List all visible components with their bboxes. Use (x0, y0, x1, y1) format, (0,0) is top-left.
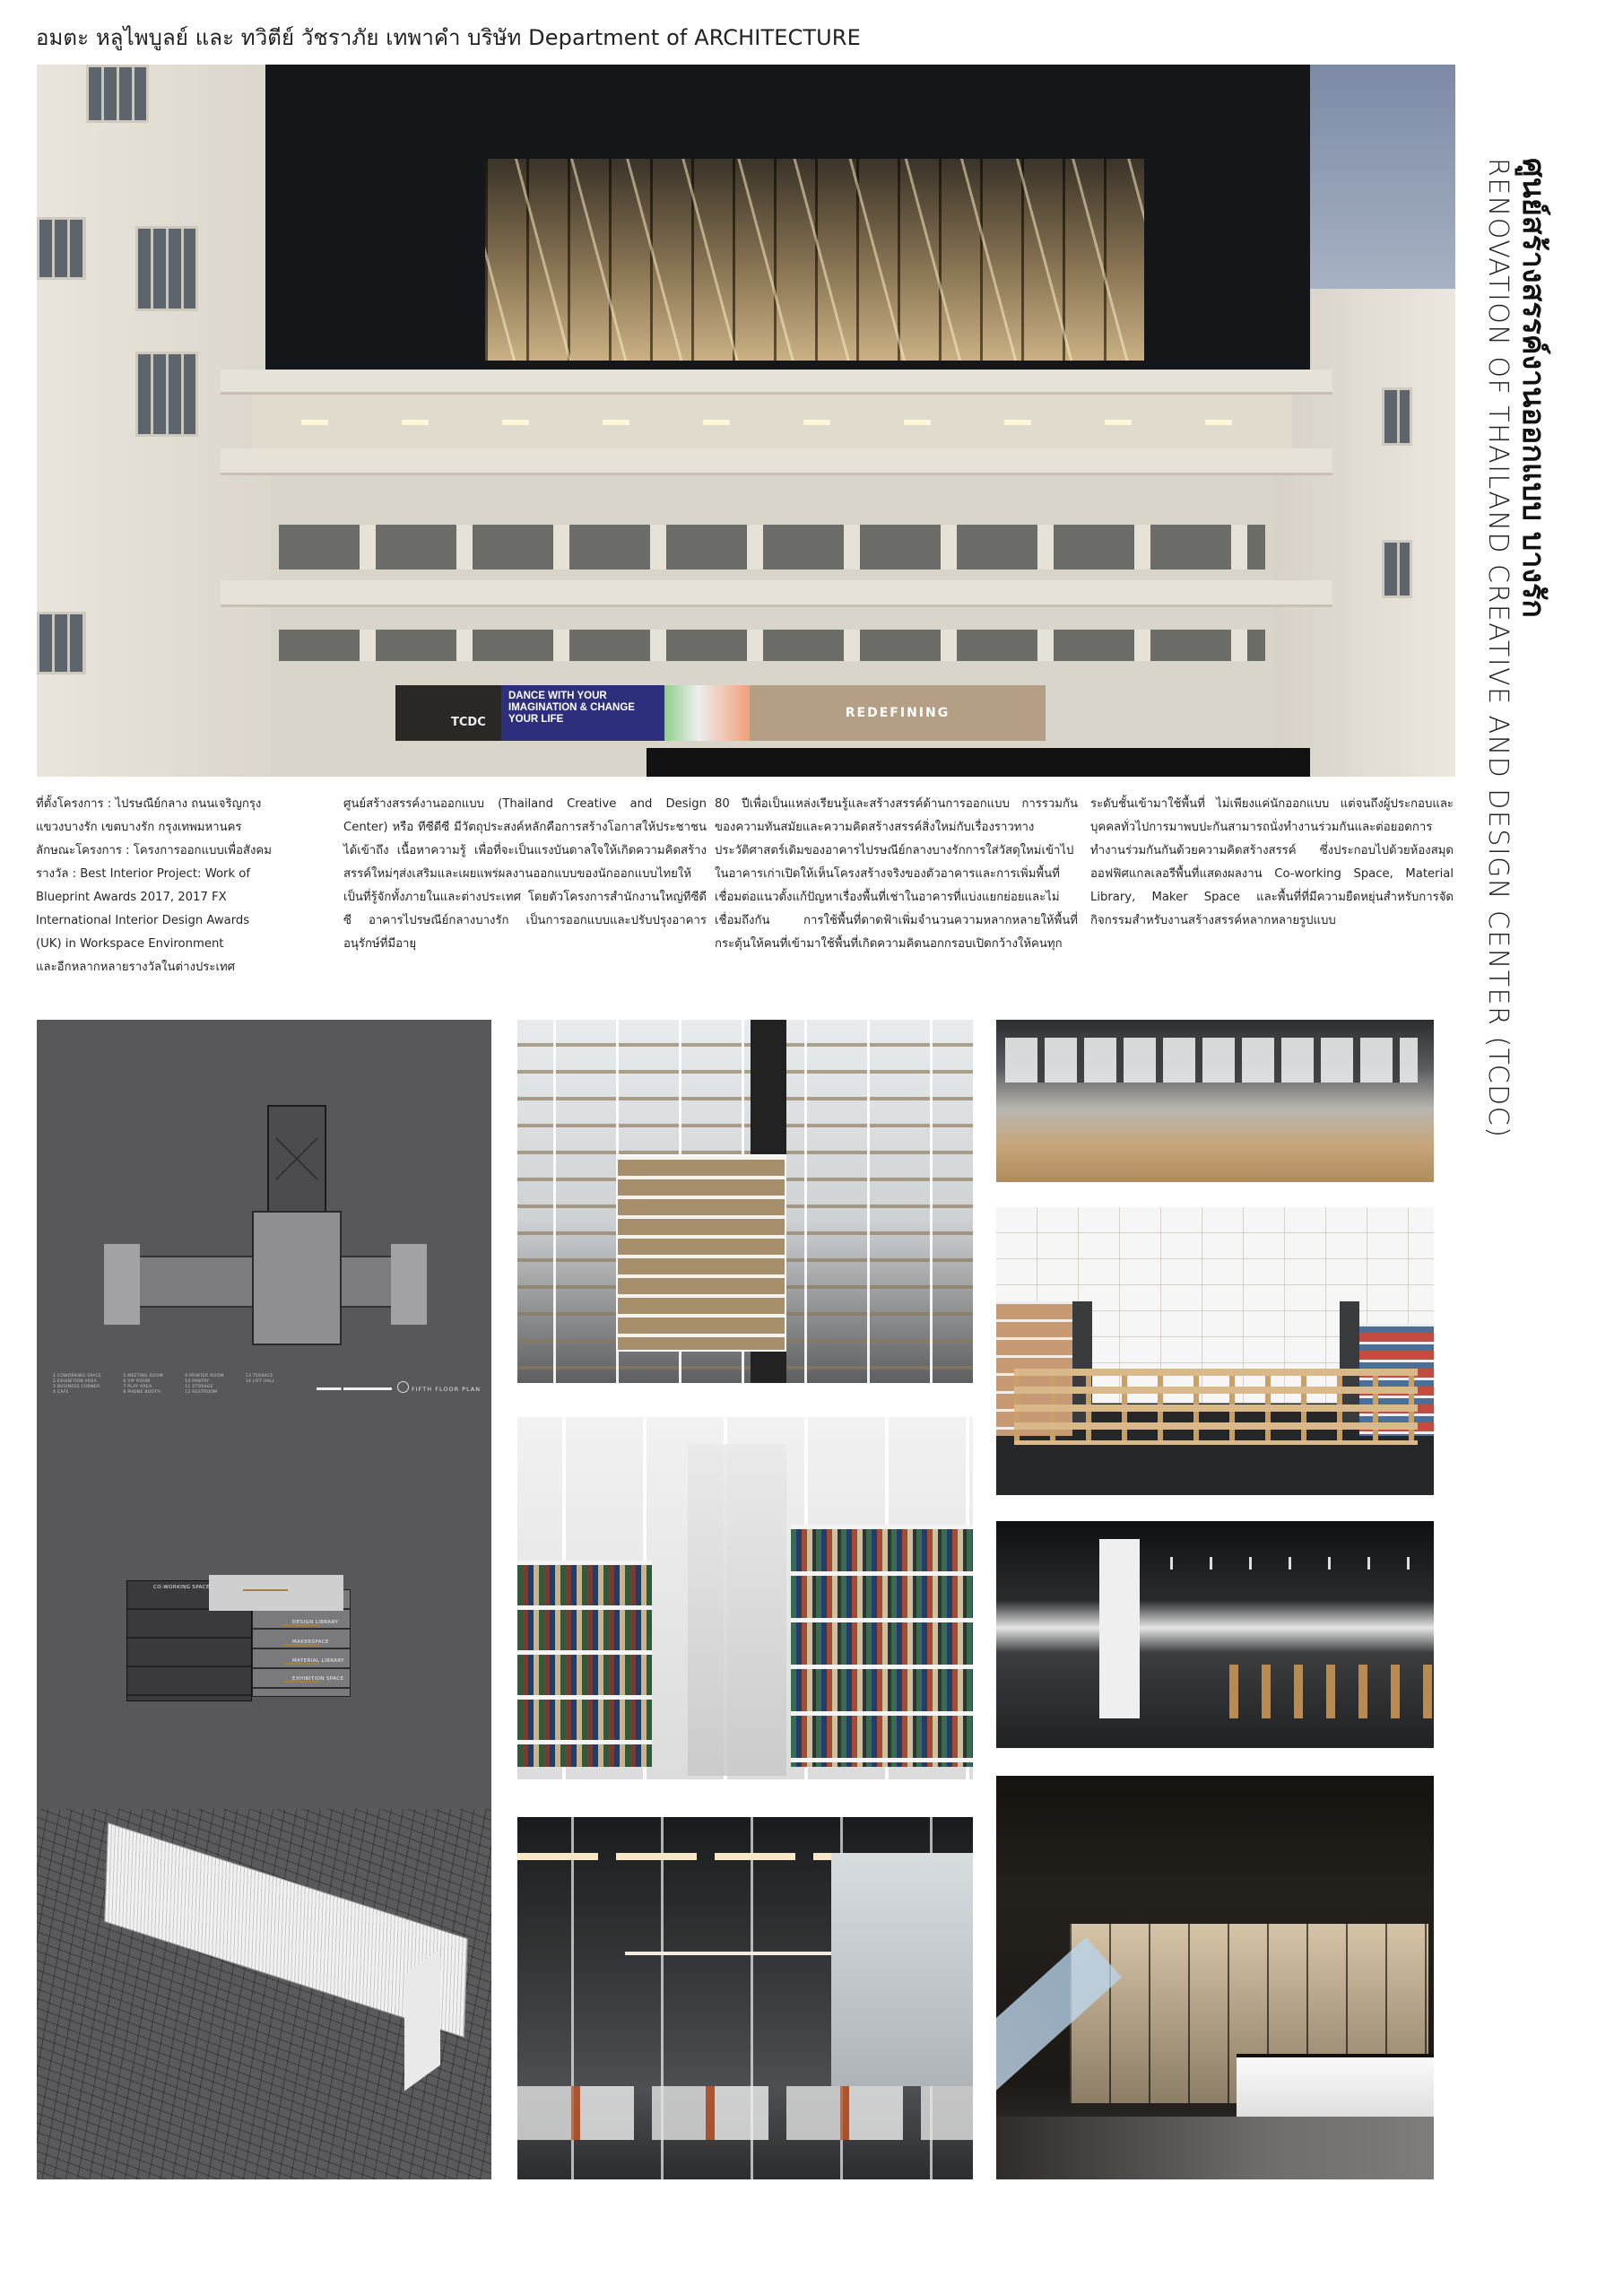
plan-end-block (391, 1244, 427, 1325)
window-band (1005, 1038, 1418, 1083)
legend-item: 7 PLAY AREA (123, 1385, 152, 1389)
chairs (1229, 1665, 1434, 1718)
photo-bookstacks (517, 1417, 973, 1779)
photo-reading-hall (517, 1817, 973, 2179)
info-line: ลักษณะโครงการ : โครงการออกแบบเพื่อสังคม (36, 844, 272, 857)
axonometric-wireframe (37, 1809, 491, 2179)
floor (996, 2117, 1434, 2179)
info-line: Blueprint Awards 2017, 2017 FX (36, 891, 227, 904)
white-wall (1099, 1539, 1140, 1718)
tables (517, 2086, 973, 2140)
legend-item: 12 RESTROOM (185, 1390, 218, 1395)
info-line: ที่ตั้งโครงการ : ไปรษณีย์กลาง ถนนเจริญกรุง (36, 797, 262, 811)
info-line: รางวัล : Best Interior Project: Work of (36, 867, 250, 881)
legend-item: 14 LIFT HALL (245, 1379, 275, 1384)
plan-core (252, 1211, 342, 1345)
section-roof-addition (209, 1575, 343, 1611)
title-english: RENOVATION OF THAILAND CREATIVE AND DESIGN CENTER (TCDC) (1482, 158, 1514, 1139)
section-label: CO-WORKING SPACE (153, 1585, 210, 1590)
window (1382, 540, 1412, 598)
floor-slab (221, 580, 1332, 607)
window (135, 352, 198, 437)
tables (1014, 1369, 1418, 1445)
legend-item: 3 BUSINESS CORNER (53, 1385, 100, 1389)
section-label: DESIGN LIBRARY (292, 1620, 339, 1625)
banner-mural: REDEFINING (750, 685, 1046, 741)
legend-item: 13 TERRACE (245, 1374, 273, 1378)
legend-item: 9 PRINTER ROOM (185, 1374, 224, 1378)
photo-lounge (996, 1521, 1434, 1748)
info-line: (UK) in Workspace Environment (36, 937, 224, 951)
info-line: แขวงบางรัก เขตบางรัก กรุงเทพมหานคร (36, 821, 242, 834)
fifth-floor-plan (104, 1105, 427, 1311)
info-line: และอีกหลากหลายรางวัลในต่างประเทศ (36, 961, 236, 974)
floor-slab (221, 448, 1332, 475)
legend-item: 2 EXHIBITION AREA (53, 1379, 97, 1384)
legend-item: 1 COWORKING SPACE (53, 1374, 102, 1378)
section-label: MAKERSPACE (292, 1639, 329, 1645)
description-column-2: 80 ปีเพื่อเป็นแหล่งเรียนรู้และสร้างสรรค์ด้านการออกแบบ การรวมกันของความทันสมัยและความคิดสร้างสรรค์สิ่งใหม่กับเรื่องราวทางประวัติศาสตร์เดิมของอาคารไปรษณีย์กลางบางรักการใส่วัสดุใหม่เข้าไปในอาคารเก่าเปิดให้เห็นโครงสร้างจริงของตัวอาคารและการเพิ่มพื้นที่เชื่อมต่อแนวตั้งแก้ปัญหาเรื่องพื้นที่เช่าในอาคารที่แบ่งแยกย่อยและไม่เชื่อมถึงกัน การใช้พื้นที่ดาดฟ้าเพิ่มจำนวนความหลากหลายให้พื้นที่กระตุ้นให้คนที่เข้ามาใช้พื้นที่เกิดความคิดนอกกรอบเปิดกว้างให้คนทุก (715, 797, 1078, 951)
plan-title: FIFTH FLOOR PLAN (412, 1386, 482, 1393)
plan-end-block (104, 1244, 140, 1325)
window-wall (831, 1853, 973, 2086)
reception-desk (1237, 2054, 1434, 2117)
plan-tower (267, 1105, 326, 1213)
project-info (36, 793, 334, 979)
rooftop-box-end (404, 1948, 440, 2091)
legend-item: 6 VIP ROOM (123, 1379, 151, 1384)
legend-item: 5 MEETING ROOM (123, 1374, 163, 1378)
soffit-lights (252, 395, 1292, 448)
legend-item: 10 PANTRY (185, 1379, 210, 1384)
window (1382, 387, 1412, 446)
rooftop-glazing (485, 159, 1144, 361)
scale-bar (317, 1387, 392, 1390)
hero-photo-exterior (37, 65, 1455, 777)
bookshelf (791, 1525, 973, 1767)
info-line: International Interior Design Awards (36, 914, 250, 927)
banner-slogan: DANCE WITH YOUR IMAGINATION & CHANGE YOUR LIFE (501, 685, 664, 741)
window (37, 217, 86, 280)
description-column-1: ศูนย์สร้างสรรค์งานออกแบบ (Thailand Creative and Design Center) หรือ ทีซีดีซี มีวัตถุประสงค์หลักคือการสร้างโอกาสให้ประชาชนได้เข้าถึง เนื้อหาความรู้ เพื่อที่จะเป็นแรงบันดาลใจให้เกิดความคิดสร้างสรรค์ใหม่ๆส่งเสริมและเผยแพร่ผลงานออกแบบของนักออกแบบไทยให้เป็นที่รู้จักทั้งภายในและต่างประเทศ โดยตัวโครงการสำนักงานใหญ่ทีซีดีซี อาคารไปรษณีย์กลางบางรัก เป็นการออกแบบและปรับปรุงอาคารอนุรักษ์ที่มีอายุ (343, 797, 707, 951)
section-label: EXHIBITION SPACE (292, 1676, 344, 1682)
plan-legend (53, 1374, 286, 1396)
banner-posters (664, 685, 750, 741)
legend-item (246, 1390, 286, 1396)
sky (1301, 65, 1455, 298)
legend-item: 4 CAFE (53, 1390, 69, 1395)
description-column-3: ระดับชั้นเข้ามาใช้พื้นที่ ไม่เพียงแค่นักออกแบบ แต่จนถึงผู้ประกอบและบุคคลทั่วไปการมาพบปะกันสามารถนั่งทำงานร่วมกันและต่อยอดการทำงานร่วมกันกันด้วยความคิดสร้างสรรค์ ซึ่งประกอบไปด้วยห้องสมุดออฟฟิศแกลเลอรีพื้นที่แสดงผลงาน Co-working Space, Material Library, Maker Space และพื้นที่ที่มีความยืดหยุ่นสำหรับการจัดกิจกรรมสำหรับงานสร้างสรรค์หลากหลายรูปแบบ (1090, 797, 1454, 927)
photo-atrium-library (517, 1020, 973, 1383)
railing (647, 748, 1310, 777)
circulation-arrow (243, 1589, 288, 1591)
tcdc-entrance: TCDC (395, 685, 501, 741)
legend-item: 11 STORAGE (185, 1385, 213, 1389)
photo-lobby-reception (996, 1776, 1434, 2179)
window-band (279, 525, 1265, 570)
legend-item: 8 PHONE BOOTH (123, 1390, 161, 1395)
floor-slab (221, 370, 1332, 395)
drawings-panel (37, 1020, 491, 2179)
window (37, 612, 86, 674)
credit-line: อมตะ หลูไพบูลย์ และ ทวิตีย์ วัชราภัย เทพาคำ บริษัท Department of ARCHITECTURE (36, 25, 861, 50)
photo-coworking (996, 1020, 1434, 1182)
photo-library-reading-room (996, 1207, 1434, 1495)
window-band (279, 630, 1265, 661)
building-section (126, 1580, 351, 1701)
bookshelf (616, 1154, 786, 1352)
bookshelf (517, 1561, 652, 1767)
project-title (1478, 158, 1549, 1138)
section-label: MATERIAL LIBRARY (292, 1658, 344, 1664)
window (86, 65, 149, 123)
title-thai: ศูนย์สร้างสรรค์งานออกแบบ บางรัก (1515, 158, 1551, 618)
ceiling-lights (1131, 1557, 1434, 1570)
north-arrow-icon (397, 1381, 409, 1393)
window (135, 226, 198, 311)
frosted-core (688, 1444, 786, 1776)
